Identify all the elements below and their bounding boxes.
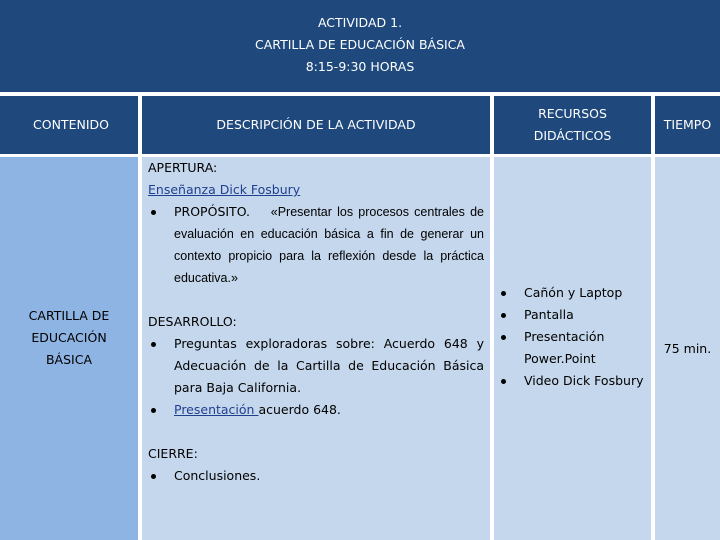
contenido-text <box>0 305 138 371</box>
spacer <box>148 289 484 311</box>
contenido-line: BÁSICA <box>45 352 93 367</box>
activity-subtitle: CARTILLA DE EDUCACIÓN BÁSICA <box>255 37 465 52</box>
proposito-label: PROPÓSITO. <box>174 204 251 219</box>
bullet-icon <box>501 291 506 296</box>
recursos-cell <box>494 157 651 540</box>
proposito-body: «Presentar los procesos centrales de evaluación en educación básica a fin de generar un contexto propicio para la reflexión desde la práctica educativa.» <box>174 205 484 285</box>
recurso-text: Video Dick Fosbury <box>524 373 644 388</box>
header-descripcion: DESCRIPCIÓN DE LA ACTIVIDAD <box>216 117 416 132</box>
desarrollo-item <box>148 399 484 421</box>
cierre-heading: CIERRE: <box>148 446 198 461</box>
header-contenido: CONTENIDO <box>33 117 109 132</box>
bullet-icon <box>501 313 506 318</box>
bullet-icon <box>151 342 156 347</box>
descripcion-cell <box>142 157 490 540</box>
recurso-text: Presentación <box>524 329 605 344</box>
activity-title: ACTIVIDAD 1. <box>317 15 403 30</box>
cierre-item-text: Conclusiones. <box>174 468 261 483</box>
list-item <box>498 282 648 304</box>
list-item <box>498 326 648 348</box>
header-recursos-line2: DIDÁCTICOS <box>533 128 612 143</box>
list-item <box>498 370 648 392</box>
recursos-list <box>498 282 648 392</box>
contenido-cell <box>0 157 138 540</box>
presentacion-link[interactable]: Presentación <box>174 402 259 417</box>
proposito-item <box>148 201 484 289</box>
bullet-icon <box>501 379 506 384</box>
activity-title-block <box>0 0 720 92</box>
activity-schedule: 8:15-9:30 HORAS <box>305 59 415 74</box>
recurso-text: Cañón y Laptop <box>524 285 623 300</box>
tiempo-value: 75 min. <box>663 341 712 356</box>
header-recursos <box>494 96 651 154</box>
apertura-link[interactable]: Enseñanza Dick Fosbury <box>148 182 301 197</box>
cierre-item <box>148 465 484 487</box>
bullet-icon <box>151 474 156 479</box>
recurso-text: Pantalla <box>524 307 574 322</box>
desarrollo-item-text: Preguntas exploradoras sobre: Acuerdo 648 y Adecuación de la Cartilla de Educación Básica para Baja California. <box>174 336 484 395</box>
contenido-line: CARTILLA DE <box>28 308 110 323</box>
spacer <box>148 421 484 443</box>
desarrollo-item-text <box>174 399 484 421</box>
desarrollo-heading: DESARROLLO: <box>148 314 237 329</box>
desarrollo-item <box>148 333 484 399</box>
descripcion-content <box>148 157 484 487</box>
presentacion-rest: acuerdo 648. <box>258 402 341 417</box>
bullet-icon <box>501 335 506 340</box>
tiempo-cell <box>655 157 720 540</box>
header-tiempo: TIEMPO <box>663 117 712 132</box>
table-header-row <box>0 96 720 154</box>
header-recursos-line1: RECURSOS <box>538 106 607 121</box>
recurso-continuation: Power.Point <box>524 351 596 366</box>
proposito-text <box>174 201 484 289</box>
apertura-heading: APERTURA: <box>148 160 218 175</box>
list-item <box>498 304 648 326</box>
contenido-line: EDUCACIÓN <box>31 330 107 345</box>
bullet-icon <box>151 408 156 413</box>
bullet-icon <box>151 210 156 215</box>
